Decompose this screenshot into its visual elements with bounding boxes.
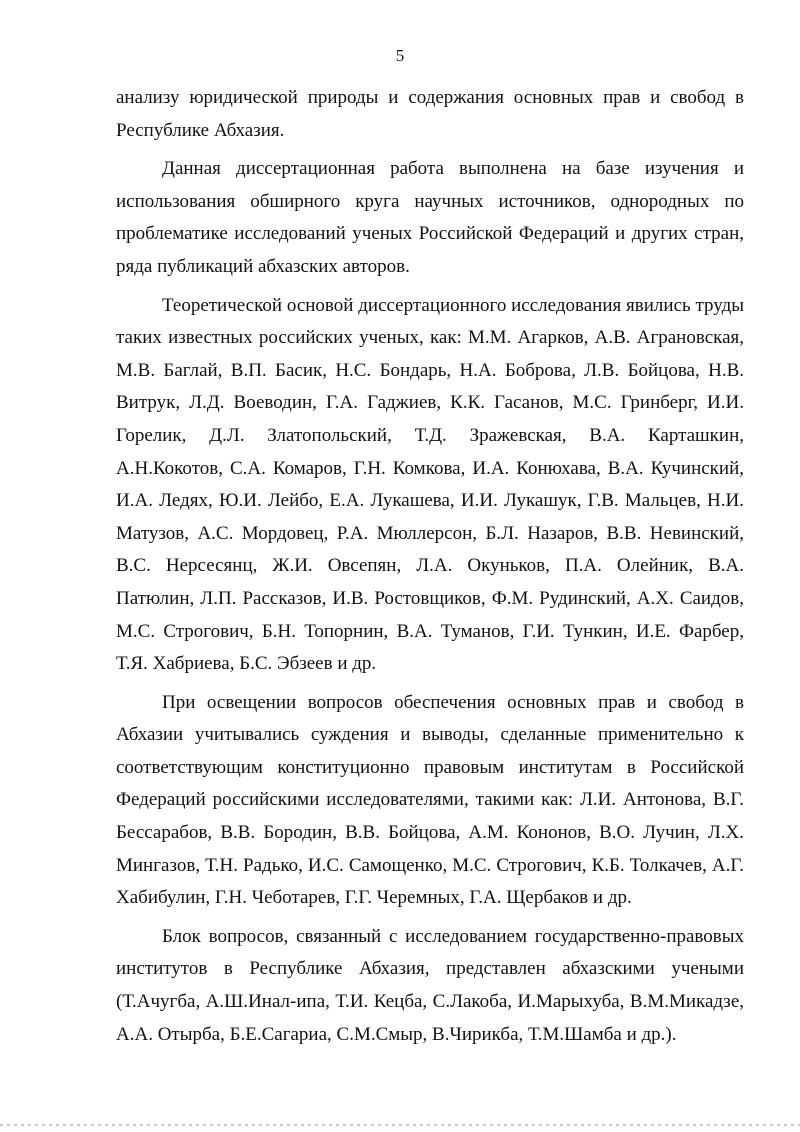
paragraph-abkhaz-scholars: Блок вопросов, связанный с исследованием государственно-правовых институтов в Республике Абхазия, представлен абхазскими учеными (Т.Ачугба, А.Ш.Инал-ипа, Т.И. Кецба, С.Лакоба, И.Марыхуба, В.М.Микадзе, А.А. Отырба, Б.Е.Сагариа, С.М.Смыр, В.Чирикба, Т.М.Шамба и др.).: [116, 925, 744, 1045]
paragraph-theoretical-basis: Теоретической основой диссертационного исследования явились труды таких известных российских ученых, как: М.М. Агарков, А.В. Аграновская, М.В. Баглай, В.П. Басик, Н.С. Бондарь, Н.А. Боброва, Л.В. Бойцова, Н.В. Витрук, Л.Д. Воеводин, Г.А. Гаджиев, К.К. Гасанов, М.С. Гринберг, И.И. Горелик, Д.Л. Златопольский, Т.Д. Зражевская, В.А. Карташкин, А.Н.Кокотов, С.А. Комаров, Г.Н. Комкова, И.А. Конюхава, В.А. Кучинский, И.А. Ледях, Ю.И. Лейбо, Е.А. Лукашева, И.И. Лукашук, Г.В. Мальцев, Н.И. Матузов, А.С. Мордовец, Р.А. Мюллерсон, Б.Л. Назаров, В.В. Невинский, В.С. Нерсесянц, Ж.И. Овсепян, Л.А. Окуньков, П.А. Олейник, В.А. Патюлин, Л.П. Рассказов, И.В. Ростовщиков, Ф.М. Рудинский, А.Х. Саидов, М.С. Строгович, Б.Н. Топорнин, В.А. Туманов, Г.И. Тункин, И.Е. Фарбер, Т.Я. Хабриева, Б.С. Эбзеев и др.: [116, 294, 744, 675]
paragraph-continued: анализу юридической природы и содержания основных прав и свобод в Республике Абхазия.: [116, 87, 744, 141]
document-body: [116, 82, 744, 1057]
paragraph-sources: Данная диссертационная работа выполнена на базе изучения и использования обширного круга научных источников, однородных по проблематике исследований ученых Российской Федераций и других стран, ряда публикаций абхазских авторов.: [116, 158, 744, 277]
paragraph-russian-researchers: При освещении вопросов обеспечения основных прав и свобод в Абхазии учитывались суждения и выводы, сделанные применительно к соответствующим конституционно правовым институтам в Российской Федераций российскими исследователями, такими как: Л.И. Антонова, В.Г. Бессарабов, В.В. Бородин, В.В. Бойцова, А.М. Кононов, В.О. Лучин, Л.Х. Мингазов, Т.Н. Радько, И.С. Самощенко, М.С. Строгович, К.Б. Толкачев, А.Г. Хабибулин, Г.Н. Чеботарев, Г.Г. Черемных, Г.А. Щербаков и др.: [116, 691, 744, 909]
scan-edge-line: [0, 1124, 800, 1126]
page-number: 5: [395, 46, 405, 65]
